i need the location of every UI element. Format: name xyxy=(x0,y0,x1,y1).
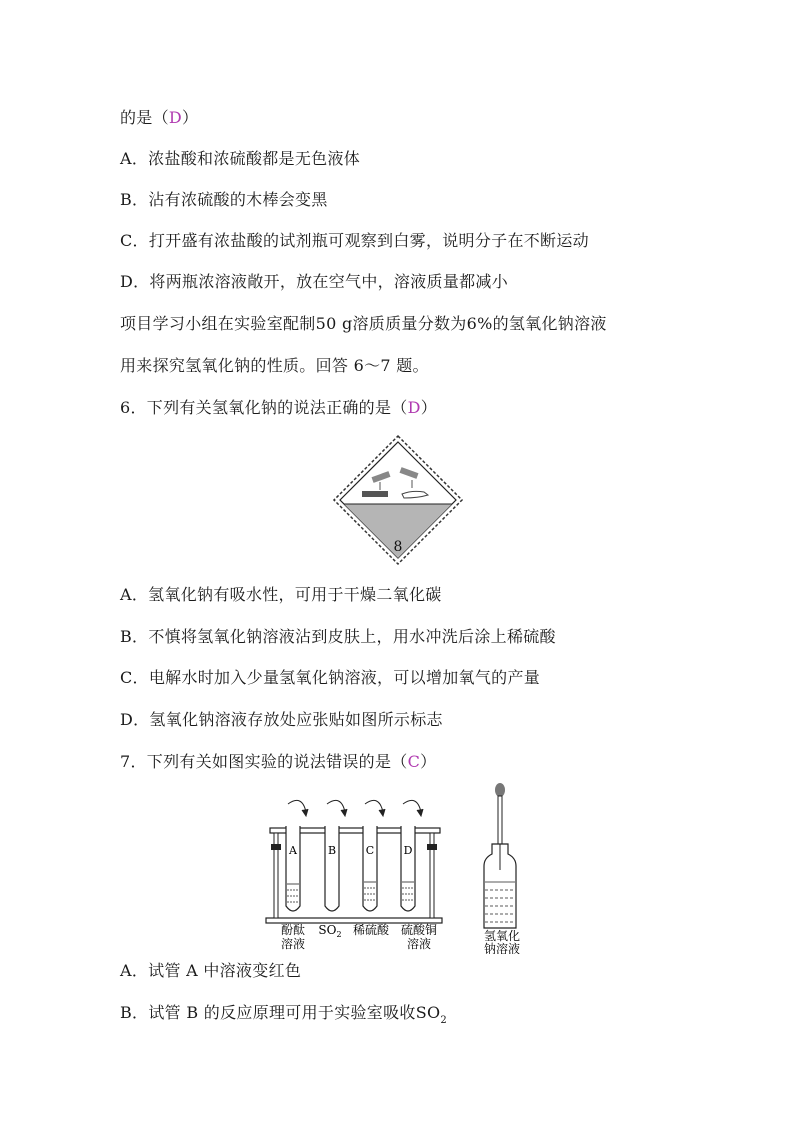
intro-line-1: 项目学习小组在实验室配制50 g溶质质量分数为6%的氢氧化钠溶液 xyxy=(120,314,607,333)
dropper-bottle xyxy=(484,783,516,928)
intro-line-2: 用来探究氢氧化钠的性质。回答 6～7 题。 xyxy=(120,356,429,375)
q6-stem xyxy=(120,397,437,419)
label-dilute-sulfuric-acid: 稀硫酸 xyxy=(352,923,390,937)
corrosive-hazard-sign xyxy=(332,434,464,566)
test-tube-a xyxy=(286,826,300,911)
label-copper-sulfate-1: 硫酸铜 xyxy=(400,923,438,937)
tube-b-label: B xyxy=(327,844,337,857)
option-b: B．沾有浓硫酸的木棒会变黑 xyxy=(120,190,328,209)
q6-option-d: D．氢氧化钠溶液存放处应张贴如图所示标志 xyxy=(120,710,443,729)
q6-stem-close: ） xyxy=(420,398,438,417)
q6-stem-text: 6．下列有关氢氧化钠的说法正确的是（ xyxy=(120,398,408,417)
q7-option-b xyxy=(120,1002,447,1027)
label-phenolphthalein-1: 酚酞 xyxy=(280,923,306,937)
option-c: C．打开盛有浓盐酸的试剂瓶可观察到白雾，说明分子在不断运动 xyxy=(120,231,589,250)
question-text-close: ） xyxy=(182,108,199,127)
pour-arrows xyxy=(288,800,423,816)
option-d: D．将两瓶浓溶液敞开，放在空气中，溶液质量都减小 xyxy=(120,272,509,291)
q6-answer-mark: D xyxy=(407,398,421,417)
q6-option-b: B．不慎将氢氧化钠溶液沾到皮肤上，用水冲洗后涂上稀硫酸 xyxy=(120,627,556,646)
label-naoh-1: 氢氧化 xyxy=(483,929,521,943)
tube-a-label: A xyxy=(289,844,297,857)
hazard-class-number: 8 xyxy=(393,539,403,555)
q7-option-a: A．试管 A 中溶液变红色 xyxy=(120,961,302,980)
q7-option-b-subscript: 2 xyxy=(440,1015,448,1026)
q7-stem-close: ） xyxy=(420,752,437,771)
answer-mark: D xyxy=(168,108,183,127)
label-naoh-2: 钠溶液 xyxy=(483,942,521,954)
q6-option-c: C．电解水时加入少量氢氧化钠溶液，可以增加氧气的产量 xyxy=(120,668,541,687)
option-a: A．浓盐酸和浓硫酸都是无色液体 xyxy=(120,149,361,168)
tube-c-label: C xyxy=(365,844,375,857)
q6-option-a: A．氢氧化钠有吸水性，可用于干燥二氧化碳 xyxy=(120,585,442,604)
test-tube-c xyxy=(363,826,377,911)
question-continuation xyxy=(120,107,198,129)
test-tube-d xyxy=(401,826,415,911)
question-text: 的是（ xyxy=(120,108,169,127)
q7-answer-mark: C xyxy=(407,752,421,771)
tube-d-label: D xyxy=(403,844,413,857)
q7-option-b-text: B．试管 B 的反应原理可用于实验室吸收SO xyxy=(120,1003,441,1022)
label-phenolphthalein-2: 溶液 xyxy=(280,937,306,951)
q7-stem xyxy=(120,751,436,773)
label-copper-sulfate-2: 溶液 xyxy=(406,937,432,951)
label-so2: $SO_2$ xyxy=(318,923,342,939)
test-tube-b xyxy=(325,826,339,911)
q7-stem-text: 7．下列有关如图实验的说法错误的是（ xyxy=(120,752,408,771)
test-tube-experiment-figure xyxy=(262,782,542,954)
